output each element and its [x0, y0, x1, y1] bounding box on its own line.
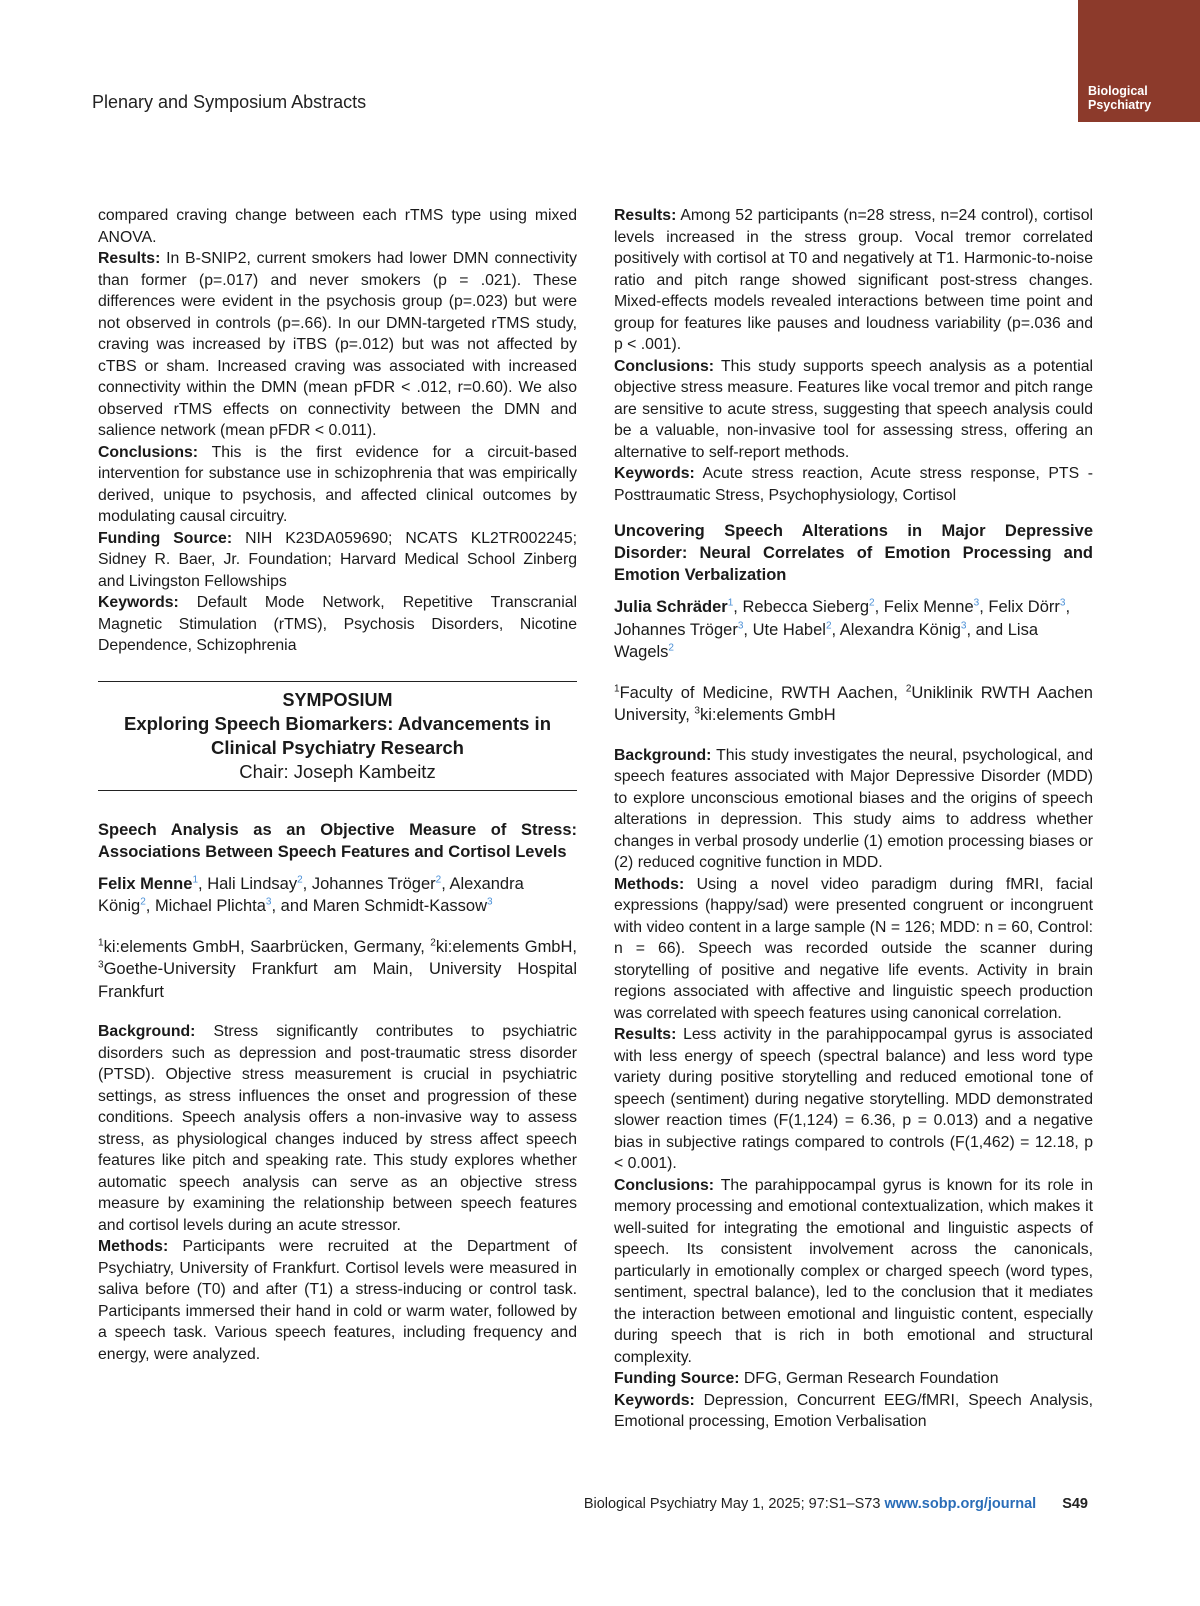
conclusions-paragraph-2: Conclusions: The parahippocampal gyrus is known for its role in memory processing and emotional contextualization, which makes it well-suited for integrating the emotional and linguistic aspects of speech. Its consistent involvement across the canonicals, particularly in emotionally complex or charged speech (word types, sentiment, spectral balance), led to the conclusion that it mediates the interaction between emotional and linguistic content, especially during speech that is rich in both emotional and structural complexity. — [614, 1176, 1093, 1366]
affiliation-marker[interactable]: 3 — [487, 896, 493, 908]
author-name: Hali Lindsay — [207, 874, 298, 893]
affiliation-marker[interactable]: 3 — [960, 620, 967, 631]
affiliation-marker[interactable]: 2 — [435, 874, 442, 885]
page-footer — [584, 1496, 1088, 1512]
logo-line-1: Biological — [1088, 84, 1148, 98]
affiliation-marker[interactable]: 2 — [825, 620, 832, 631]
author-name: Johannes Tröger — [311, 874, 436, 893]
affiliation-marker[interactable]: 1 — [727, 597, 734, 609]
author-name: Felix Menne — [98, 874, 193, 893]
footer-citation: Biological Psychiatry May 1, 2025; 97:S1–S73 — [583, 1496, 885, 1512]
affiliation-number: 3 — [694, 705, 700, 717]
affiliation-marker[interactable]: 2 — [869, 597, 875, 609]
affiliations — [614, 682, 1093, 727]
symposium-title: Exploring Speech Biomarkers: Advancements in Clinical Psychiatry Research — [124, 712, 551, 758]
conclusions-paragraph: Conclusions: This study supports speech analysis as a potential objective stress measure. Features like vocal tremor and pitch range are sensitive to acute stress, suggesting that speech analysis could be a valuable, non-invasive tool for assessing stress, offering an alternative to self-report methods. — [614, 357, 1093, 461]
symposium-chair: Chair: Joseph Kambeitz — [239, 760, 436, 782]
author-name: Ute Habel — [752, 620, 826, 639]
affiliation-number: 3 — [98, 959, 104, 971]
author-name: Rebecca Sieberg — [742, 598, 870, 616]
affiliation-number: 1 — [614, 683, 620, 694]
symposium-box — [98, 681, 577, 791]
background-paragraph: Background: Stress significantly contributes to psychiatric disorders such as depression and post-traumatic stress disorder (PTSD). Objective stress measurement is crucial in psychiatric settings, as stress influences the onset and progression of these conditions. Speech analysis offers a non-invasive way to assess stress, as physiological changes induced by stress affect speech features like pitch and speaking rate. This study explores whether automatic speech analysis can serve as an objective stress measure by examining the relationship between speech features and cortisol levels during an acute stressor. — [98, 1023, 577, 1234]
affiliation-text: ki:elements GmbH, — [435, 937, 577, 956]
affiliation-marker[interactable]: 2 — [668, 642, 674, 654]
journal-url-link[interactable]: www.sobp.org/journal — [884, 1496, 1037, 1512]
affiliation-text: Uniklinik RWTH Aachen University, — [614, 683, 1093, 724]
results-paragraph: Results: Among 52 participants (n=28 stress, n=24 control), cortisol levels increased in the stress group. Vocal tremor correlated positively with cortisol at T0 and negatively at T1. Harmonic-to-noise ratio and pitch range showed significant post-stress changes. Mixed-effects models revealed interactions between time point and group for features like pauses and loudness variability (p=.036 and p < .001). — [614, 207, 1093, 353]
keywords-paragraph-2: Keywords: Depression, Concurrent EEG/fMRI, Speech Analysis, Emotional processing, Emotion Verbalisation — [614, 1391, 1093, 1430]
page-number: S49 — [1062, 1496, 1088, 1512]
affiliation-number: 2 — [430, 937, 436, 948]
funding-paragraph: Funding Source: DFG, German Research Foundation — [614, 1370, 999, 1387]
affiliation-number: 2 — [905, 683, 912, 694]
journal-logo — [1078, 0, 1200, 122]
right-column — [614, 205, 1093, 1433]
article-title: Speech Analysis as an Objective Measure of Stress: Associations Between Speech Features and Cortisol Levels — [98, 820, 577, 861]
author-name: Felix Dörr — [988, 598, 1060, 616]
affiliation-text: Goethe-University Frankfurt am Main, University Hospital Frankfurt — [98, 960, 577, 1001]
affiliation-marker[interactable]: 2 — [140, 896, 146, 908]
left-column — [98, 205, 577, 1365]
author-name: Felix Menne — [883, 598, 974, 616]
author-name: Lisa Wagels — [614, 620, 1039, 661]
affiliation-text: ki:elements GmbH, Saarbrücken, Germany, — [103, 937, 431, 956]
author-name: Johannes Tröger — [614, 620, 738, 639]
affiliation-text: ki:elements GmbH — [699, 706, 836, 724]
affiliation-marker[interactable]: 3 — [1059, 597, 1066, 609]
results-paragraph: Results: In B-SNIP2, current smokers had lower DMN connectivity than former (p=.017) and never smokers (p = .021). These differences were evident in the psychosis group (p=.023) but were not observed in controls (p=.66). In our DMN-targeted rTMS study, craving was increased by iTBS (p=.012) but was not affected by cTBS or sham. Increased craving was associated with increased connectivity within the DMN (mean pFDR < .012, r=0.60). We also observed rTMS effects on connectivity between the DMN and salience network (mean pFDR < 0.011). — [98, 250, 577, 439]
affiliations — [98, 936, 577, 1004]
author-name: Maren Schmidt-Kassow — [312, 897, 487, 915]
conclusions-paragraph: Conclusions: This is the first evidence for a circuit-based intervention for substance use in schizophrenia that was empirically derived, unique to psychosis, and affected clinical outcomes by modulating causal circuitry. — [98, 443, 577, 525]
affiliation-text: Faculty of Medicine, RWTH Aachen, — [619, 683, 906, 702]
affiliation-marker[interactable]: 3 — [973, 597, 980, 609]
affiliation-marker[interactable]: 2 — [297, 874, 303, 885]
keywords-paragraph: Keywords: Default Mode Network, Repetitive Transcranial Magnetic Stimulation (rTMS), Psychosis Disorders, Nicotine Dependence, Schizophrenia — [98, 594, 577, 654]
background-paragraph: Background: This study investigates the neural, psychological, and speech features associated with Major Depressive Disorder (MDD) to explore unconscious emotional biases and the origins of speech alterations in depression. This study aims to address whether changes in verbal prosody underlie (1) emotion processing biases or (2) reduced cognitive function in MDD. — [614, 746, 1093, 871]
author-name: Michael Plichta — [154, 897, 266, 915]
author-name: Alexandra König — [98, 874, 524, 915]
symposium-label: SYMPOSIUM — [282, 689, 393, 710]
affiliation-marker[interactable]: 3 — [265, 896, 272, 908]
logo-line-2: Psychiatry — [1088, 98, 1152, 112]
intro-paragraph: compared craving change between each rTMS type using mixed ANOVA. — [98, 207, 577, 246]
author-list: Julia Schräder$^1$, Rebecca Sieberg$^2$, Felix Menne$^3$, Felix Dörr$^3$, Johannes Tröger$^3$, Ute Habel$^2$, Alexandra König$^3$, and Lisa Wagels$^2$ — [614, 597, 1071, 661]
methods-paragraph: Methods: Participants were recruited at the Department of Psychiatry, University of Frankfurt. Cortisol levels were measured in saliva before (T0) and after (T1) a stress-inducing or control task. Participants immersed their hand in cold or warm water, followed by a speech task. Various speech features, including frequency and energy, were analyzed. — [98, 1238, 577, 1363]
affiliation-marker[interactable]: 1 — [192, 874, 199, 885]
affiliation-number: 1 — [98, 937, 104, 948]
author-name: Julia Schräder — [614, 598, 728, 616]
methods-paragraph: Methods: Using a novel video paradigm during fMRI, facial expressions (happy/sad) were presented congruent or incongruent with video content in a large sample (N = 126; MDD: n = 60, Control: n = 66). Speech was recorded outside the scanner during storytelling of positive and negative life events. Activity in brain regions associated with affective and linguistic speech production was correlated with speech features using canonical correlation. — [614, 875, 1093, 1022]
article-title: Uncovering Speech Alterations in Major Depressive Disorder: Neural Correlates of Emotion Processing and Emotion Verbalization — [614, 522, 1093, 584]
affiliation-marker[interactable]: 3 — [737, 620, 744, 631]
funding-paragraph: Funding Source: NIH K23DA059690; NCATS KL2TR002245; Sidney R. Baer, Jr. Foundation; Harvard Medical School Zinberg and Livingston Fellowships — [98, 529, 578, 590]
running-header: Plenary and Symposium Abstracts — [92, 92, 367, 112]
results-paragraph-2: Results: Less activity in the parahippocampal gyrus is associated with less energy of speech (spectral balance) and less word type variety during positive storytelling and reduced emotional tone of speech (sentiment) during negative storytelling. MDD demonstrated slower reaction times (F(1,124) = 6.36, p = 0.013) and a negative bias in subjective ratings compared to controls (F(1,462) = 12.18, p < 0.001). — [614, 1026, 1093, 1172]
author-list: Felix Menne$^1$, Hali Lindsay$^2$, Johannes Tröger$^2$, Alexandra König$^2$, Michael Plichta$^3$, and Maren Schmidt-Kassow$^3$ — [98, 874, 524, 915]
author-name: Alexandra König — [839, 620, 961, 639]
keywords-paragraph: Keywords: Acute stress reaction, Acute stress response, PTS - Posttraumatic Stress, Psychophysiology, Cortisol — [614, 465, 1093, 504]
